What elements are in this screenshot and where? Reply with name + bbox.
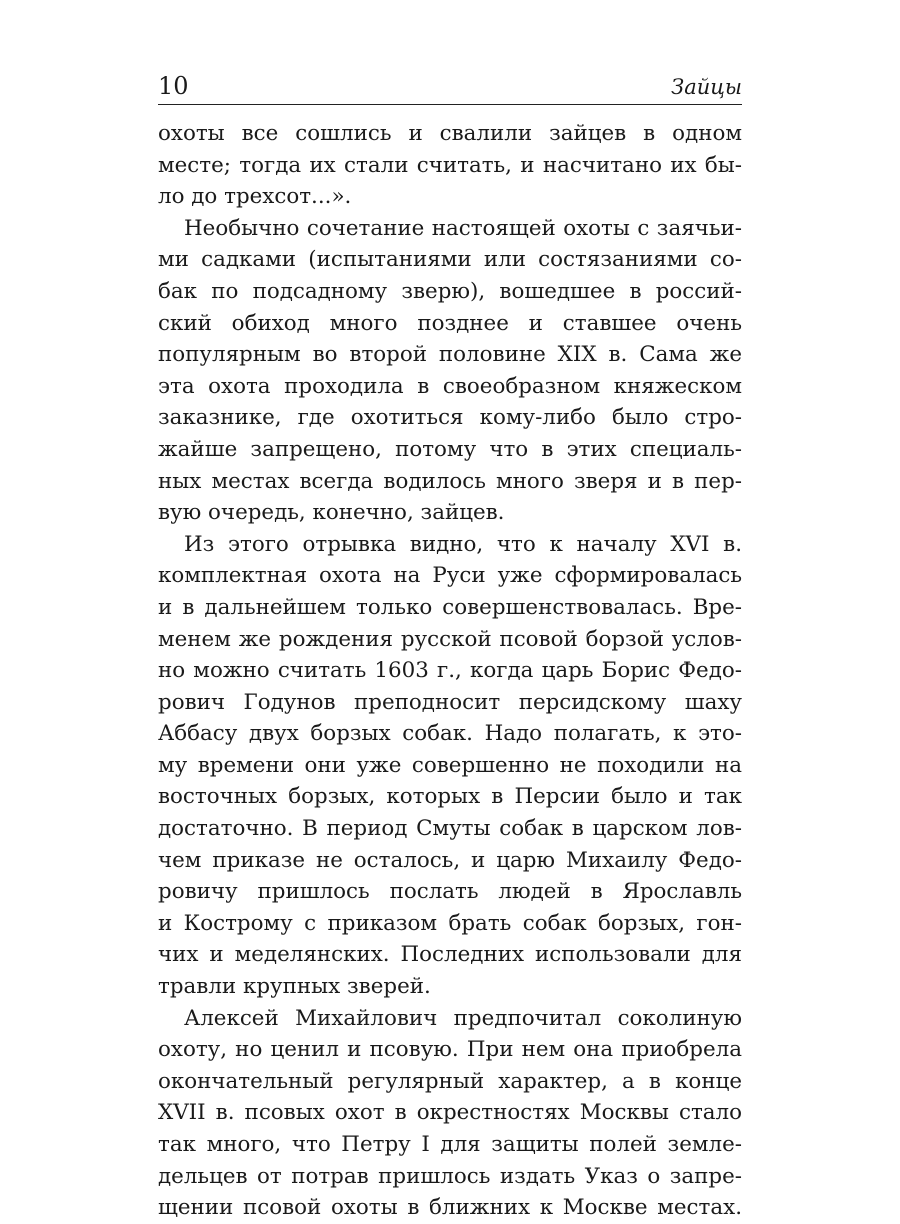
text-line: травли крупных зверей. bbox=[158, 974, 431, 1000]
text-line: Необычно сочетание настоящей охоты с заячьи- bbox=[184, 215, 742, 241]
text-line: Аббасу двух борзых собак. Надо полагать, к это- bbox=[158, 721, 742, 747]
text-line: Из этого отрывка видно, что к началу XVI в. bbox=[184, 531, 742, 557]
text-line: щении псовой охоты в ближних к Москве местах. bbox=[158, 1195, 742, 1221]
text-line: бак по подсадному зверю), вошедшее в россий- bbox=[158, 278, 742, 304]
text-line: окончательный регулярный характер, а в конце bbox=[158, 1068, 742, 1094]
text-line: XVII в. псовых охот в окрестностях Москвы стало bbox=[158, 1100, 742, 1126]
text-line: ло до трехсот...». bbox=[158, 184, 352, 210]
text-line: но можно считать 1603 г., когда царь Борис Федо- bbox=[158, 658, 742, 684]
text-line: эта охота проходила в своеобразном княжеском bbox=[158, 373, 742, 399]
text-line: популярным во второй половине XIX в. Сама же bbox=[158, 342, 742, 368]
text-line: достаточно. В период Смуты собак в царском лов- bbox=[158, 816, 742, 842]
text-line: вую очередь, конечно, зайцев. bbox=[158, 500, 505, 526]
text-line: комплектная охота на Руси уже сформировалась bbox=[158, 563, 742, 589]
page-number: 10 bbox=[158, 72, 189, 100]
running-title: Зайцы bbox=[671, 75, 742, 99]
body-text bbox=[158, 118, 742, 1224]
text-line: чем приказе не осталось, и царю Михаилу Федо- bbox=[158, 847, 742, 873]
text-line: охоты все сошлись и свалили зайцев в одном bbox=[158, 121, 742, 146]
text-line: ных местах всегда водилось много зверя и в пер- bbox=[158, 468, 742, 494]
text-line: рович Годунов преподносит персидскому шаху bbox=[158, 689, 742, 715]
text-line: и Кострому с приказом брать собак борзых, гон- bbox=[158, 910, 742, 936]
text-line: му времени они уже совершенно не походили на bbox=[158, 752, 742, 778]
text-line: дельцев от потрав пришлось издать Указ о запре- bbox=[158, 1163, 742, 1189]
text-line: и в дальнейшем только совершенствовалась. Вре- bbox=[158, 594, 742, 620]
text-line: так много, что Петру I для защиты полей земле- bbox=[158, 1132, 742, 1157]
text-line: чих и меделянских. Последних использовали для bbox=[158, 942, 742, 968]
text-line: охоту, но ценил и псовую. При нем она приобрела bbox=[158, 1037, 742, 1063]
text-line: Алексей Михайлович предпочитал соколиную bbox=[184, 1005, 742, 1031]
text-line: заказнике, где охотиться кому-либо было стро- bbox=[158, 405, 742, 431]
text-line: месте; тогда их стали считать, и насчитано их бы- bbox=[158, 152, 742, 178]
text-line: жайше запрещено, потому что в этих специаль- bbox=[158, 436, 742, 462]
text-line: восточных борзых, которых в Персии было и так bbox=[158, 784, 742, 810]
page-header bbox=[158, 70, 742, 105]
text-line: ровичу пришлось послать людей в Ярославль bbox=[158, 879, 742, 905]
text-line: ми садками (испытаниями или состязаниями со- bbox=[158, 247, 742, 273]
text-line: менем же рождения русской псовой борзой услов- bbox=[158, 626, 742, 652]
text-line: ский обиход много позднее и ставшее очень bbox=[158, 310, 742, 336]
